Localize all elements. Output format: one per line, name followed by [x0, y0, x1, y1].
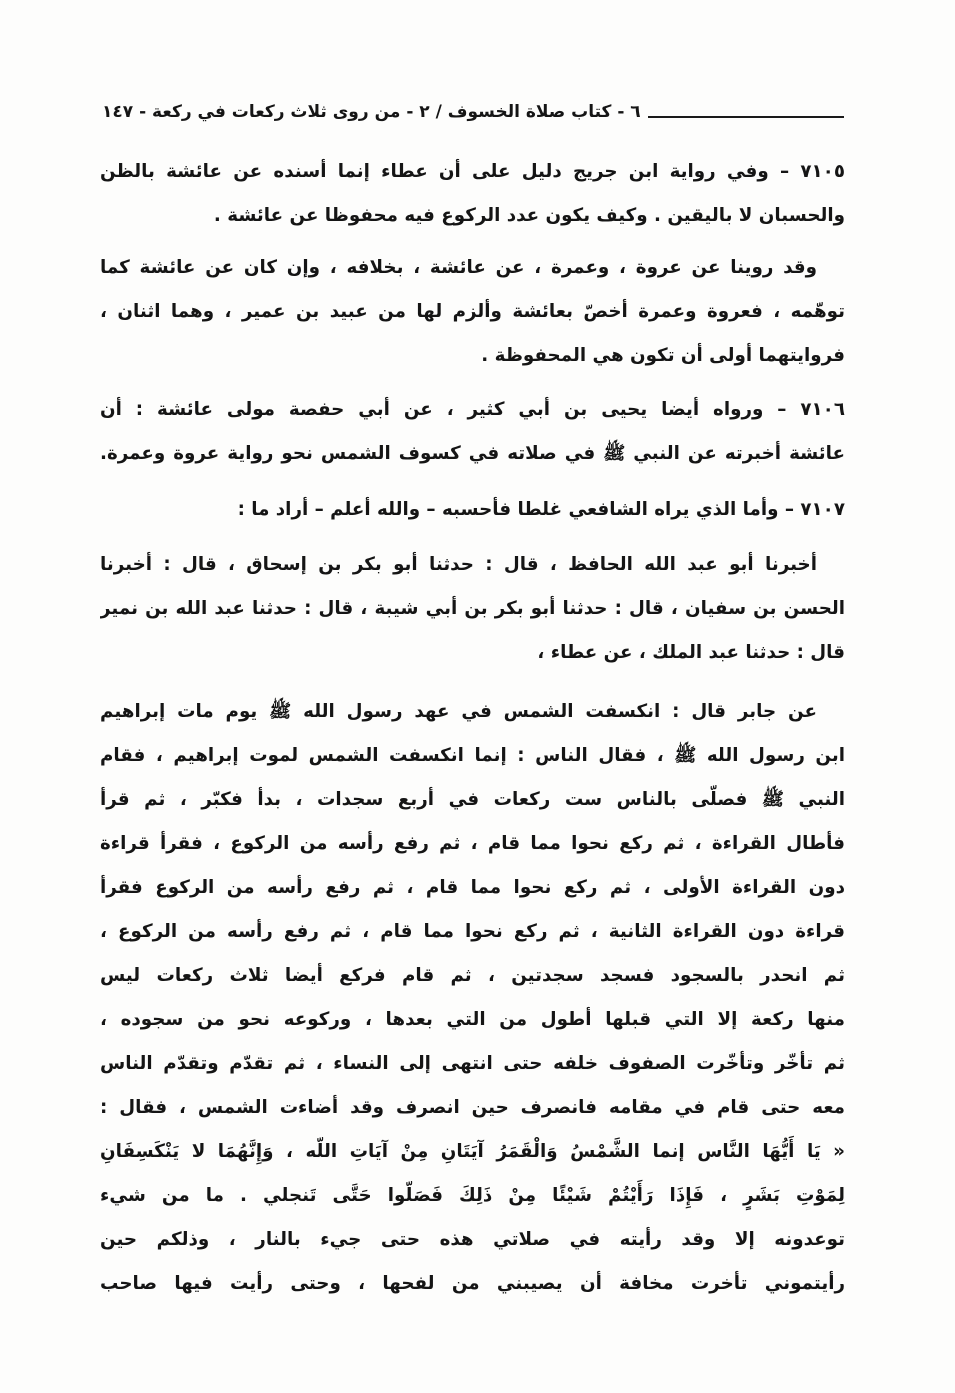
header-rule	[648, 116, 844, 118]
text-line: قراءة دون القراءة الثانية ، ثم ركع نحوا مما قام ، ثم رفع رأسه من الركوع ،	[100, 921, 845, 942]
text-line: عن جابر قال : انكسفت الشمس في عهد رسول الله ﷺ يوم مات إبراهيم	[100, 701, 817, 722]
text-line: منها ركعة إلا التي قبلها أطول من التي بعدها ، وركوعه نحو من سجوده ،	[100, 1009, 845, 1030]
text-line: ثم انحدر بالسجود فسجد سجدتين ، ثم قام فركع أيضا ثلاث ركعات ليس	[100, 965, 845, 986]
text-line: عائشة أخبرته عن النبي ﷺ في صلاته في كسوف الشمس نحو رواية عروة وعمرة.	[100, 443, 845, 464]
paragraph-7107	[100, 488, 845, 532]
text-line: رأيتموني تأخرت مخافة أن يصيبني من لفحها ، وحتى رأيت فيها صاحب	[100, 1273, 845, 1294]
page-number: ١٤٧	[102, 102, 134, 122]
text-line: الحسن بن سفيان ، قال : حدثنا أبو بكر بن أبي شيبة ، قال : حدثنا عبد الله بن نمير	[100, 598, 845, 619]
body-text	[100, 150, 845, 1306]
text-line: والحسبان لا باليقين . وكيف يكون عدد الركوع فيه محفوظا عن عائشة .	[213, 205, 845, 226]
text-line: توهّمه ، فعروة وعمرة أخصّ بعائشة وألزم لها من عبيد بن عمير ، وهما اثنان ،	[100, 301, 845, 322]
text-line: فأطال القراءة ، ثم ركع نحوا مما قام ، ثم رفع رأسه من الركوع ، فقرأ قراءة	[100, 833, 845, 854]
text-line: فروايتهما أولى أن تكون هي المحفوظة .	[481, 345, 845, 366]
text-line: ثم تأخّر وتأخّرت الصفوف خلفه حتى انتهى إلى النساء ، ثم تقدّم وتقدّم الناس	[100, 1053, 845, 1074]
text-line: النبي ﷺ فصلّى بالناس ست ركعات في أربع سجدات ، بدأ فكبّر ، ثم قرأ	[100, 789, 845, 810]
text-line: قال : حدثنا عبد الملك ، عن عطاء ،	[537, 642, 845, 663]
quote-line: لِمَوْتِ بَشَرٍ ، فَإِذَا رَأَيْتُمْ شَيْئًا مِنْ ذَلِكَ فَصَلّوا حَتَّى تَنجلي . ما من شيء	[100, 1185, 845, 1206]
text-line: ٧١٠٧ – وأما الذي يراه الشافعي غلطا فأحسبه – والله أعلم – أراد ما :	[237, 499, 845, 520]
hadith-text-paragraph	[100, 690, 845, 1306]
text-line: دون القراءة الأولى ، ثم ركع نحوا مما قام ، ثم رفع رأسه من الركوع فقرأ	[100, 877, 845, 898]
text-line: ٧١٠٦ – ورواه أيضا يحيى بن أبي كثير ، عن أبي حفصة مولى عائشة : أن	[100, 399, 845, 420]
text-line: أخبرنا أبو عبد الله الحافظ ، قال : حدثنا أبو بكر بن إسحاق ، قال : أخبرنا	[100, 554, 817, 575]
running-head: ٦ - كتاب صلاة الخسوف / ٢ - من روى ثلاث ركعات في ركعة -	[139, 102, 641, 122]
paragraph-7105	[100, 150, 845, 238]
paragraph-7106	[100, 388, 845, 476]
text-line: معه حتى قام في مقامه فانصرف حين انصرف وقد أضاءت الشمس ، فقال :	[100, 1097, 845, 1118]
text-line: توعدونه إلا وقد رأيته في صلاتي هذه حتى جيء بالنار ، وذلكم حين	[100, 1229, 845, 1250]
text-line: وقد روينا عن عروة ، وعمرة ، عن عائشة ، بخلافه ، وإن كان عن عائشة كما	[100, 257, 817, 278]
running-head-block	[102, 102, 641, 122]
quote-line: « يَا أَيُّهَا النَّاس إنما الشَّمْسُ وَالْقَمَرُ آيَتَانِ مِنْ آيَاتِ اللّه ، وَإِنَّهُمَا لا يَنْكَسِفَانِ	[100, 1141, 845, 1162]
paragraph	[100, 246, 845, 378]
text-line: ٧١٠٥ – وفي رواية ابن جريج دليل على أن عطاء إنما أسنده عن عائشة بالظن	[100, 161, 845, 182]
page-header	[102, 94, 844, 130]
text-line: ابن رسول الله ﷺ ، فقال الناس : إنما انكسفت الشمس لموت إبراهيم ، فقام	[100, 745, 845, 766]
isnad-paragraph	[100, 543, 845, 675]
